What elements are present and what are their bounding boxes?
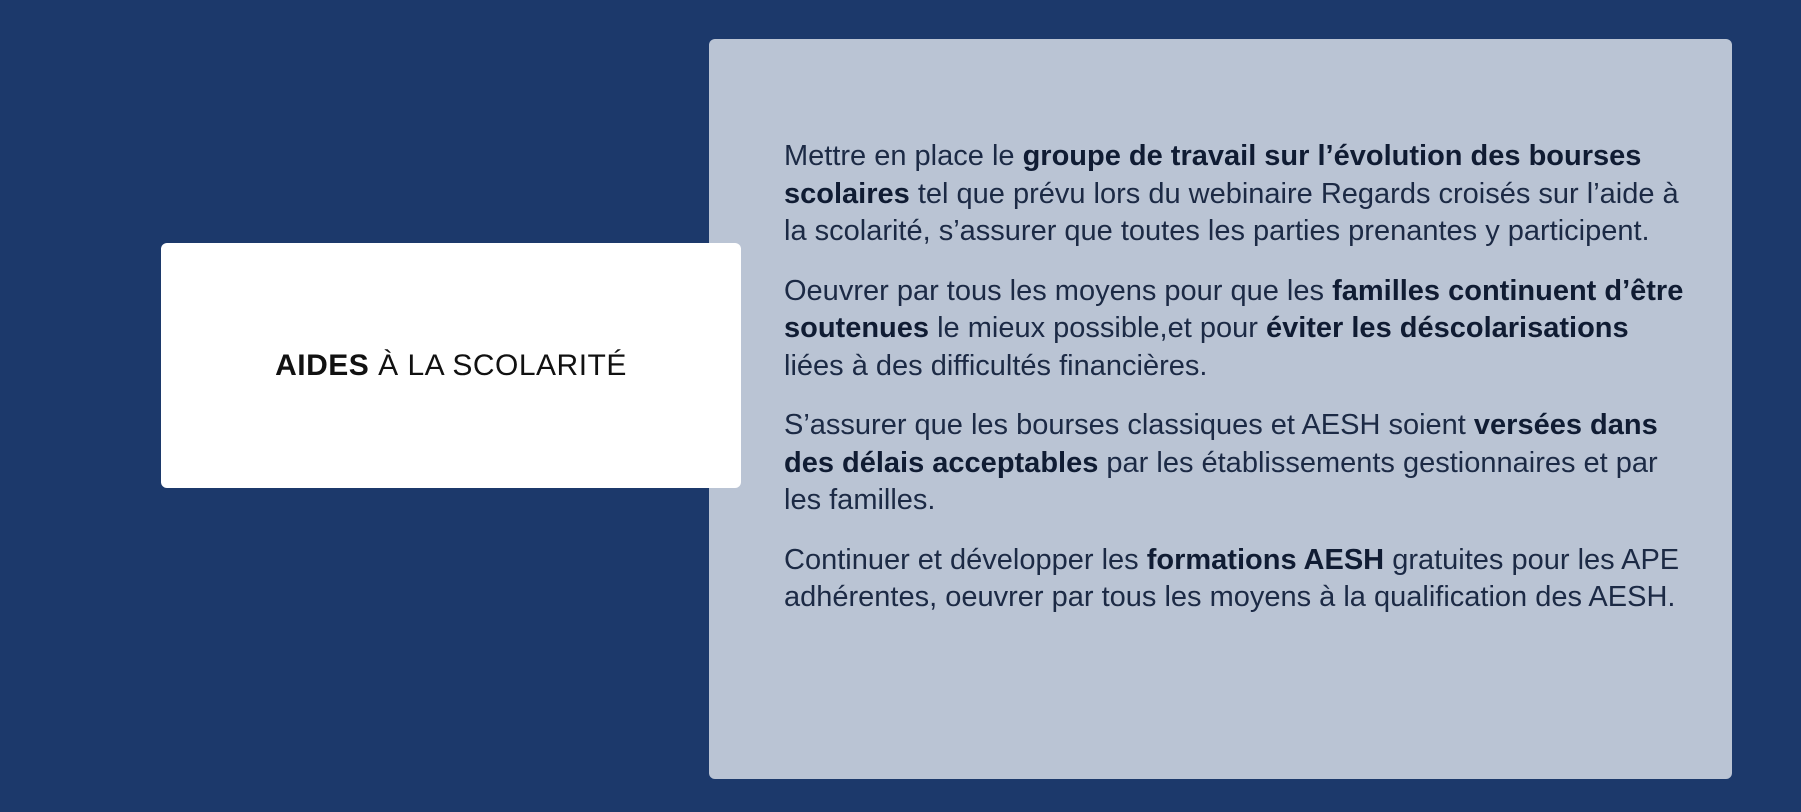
text-segment: gratuites pour les APE adhérentes, oeuvrer par tous les moyens à la qualification des AESH. bbox=[784, 543, 1680, 613]
text-segment: Oeuvrer par tous les moyens pour que les bbox=[784, 274, 1333, 307]
content-panel bbox=[709, 39, 1732, 779]
paragraph-working-group bbox=[784, 138, 1694, 251]
bold-segment: versées dans des délais acceptables bbox=[784, 409, 1658, 479]
title-card bbox=[161, 243, 741, 488]
title-bold: AIDES bbox=[275, 348, 370, 382]
text-segment: liées à des difficultés financières. bbox=[784, 349, 1208, 382]
text-segment: tel que prévu lors du webinaire Regards croisés sur l’aide à la scolarité, s’assurer que toutes les parties prenantes y participent. bbox=[784, 177, 1679, 247]
text-segment: S’assurer que les bourses classiques et AESH soient bbox=[784, 409, 1474, 441]
bold-segment: groupe de travail sur l’évolution des bourses scolaires bbox=[784, 140, 1642, 210]
paragraph-payment-delays bbox=[784, 407, 1694, 520]
paragraph-family-support bbox=[784, 273, 1694, 386]
paragraph-aesh-training bbox=[784, 542, 1694, 617]
bold-segment: familles continuent d’être soutenues bbox=[784, 274, 1684, 344]
bold-segment: éviter les déscolarisations bbox=[1265, 312, 1629, 344]
text-segment: Mettre en place le bbox=[784, 140, 1023, 172]
title-rest: À LA SCOLARITÉ bbox=[369, 348, 627, 382]
text-segment: le mieux possible,et pour bbox=[929, 312, 1266, 344]
text-segment: Continuer et développer les bbox=[784, 543, 1147, 576]
bold-segment: formations AESH bbox=[1146, 543, 1385, 576]
text-segment: par les établissements gestionnaires et par les familles. bbox=[784, 446, 1658, 516]
page-title bbox=[275, 349, 627, 383]
